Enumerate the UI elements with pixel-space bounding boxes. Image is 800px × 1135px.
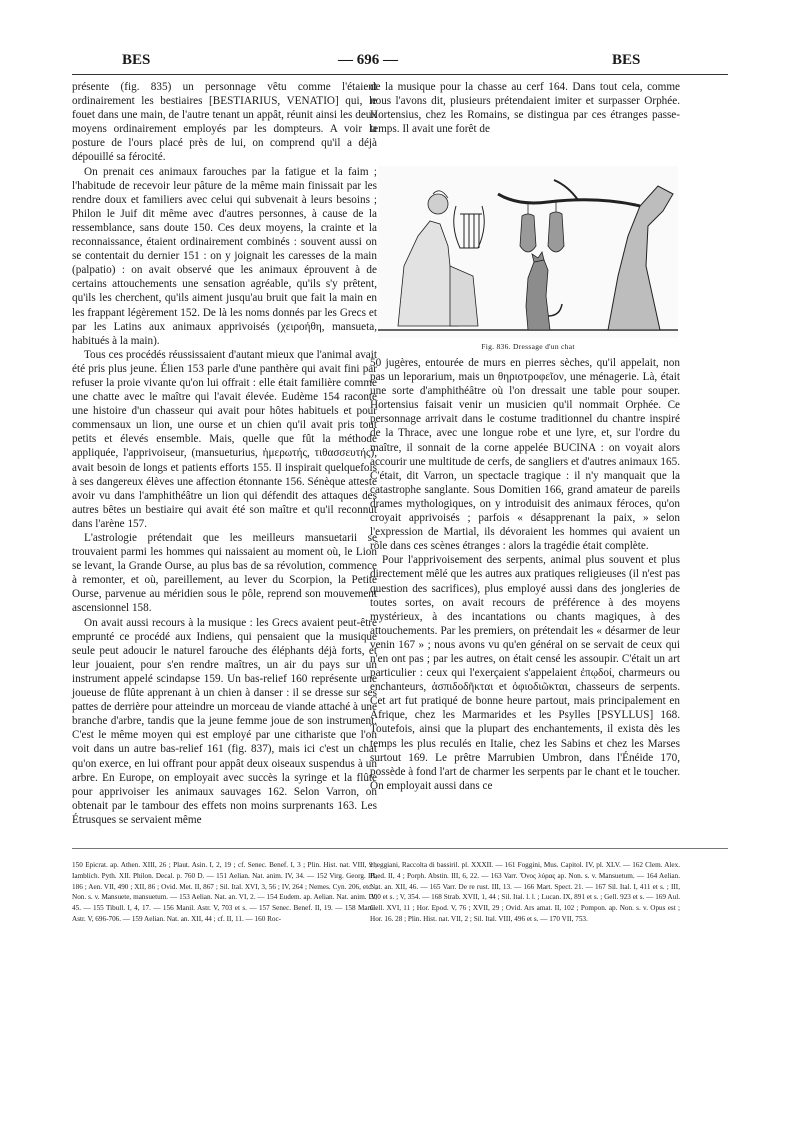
- right-column-top: [370, 80, 680, 136]
- left-column: [72, 80, 377, 827]
- right-column: [370, 356, 680, 793]
- paragraph: présente (fig. 835) un personnage vêtu comme l'étaient ordinairement les bestiaires [BESTIARIUS, VENATIO] qui, le fouet dans une main, de l'autre tenant un appât, réunit ainsi les deux moyens ordinairement employés par les dompteurs. A voir la posture de l'ours placé près de lui, on comprend qu'il a déjà dépouillé sa férocité.: [72, 81, 377, 164]
- footnotes-right: cheggiani, Raccolta di bassiril. pl. XXXII. — 161 Foggini, Mus. Capitol. IV, pl. XLV. — 162 Clem. Alex. Paed. II, 4 ; Porph. Abstin. III, 6, 22. — 163 Varr. Ὄνος λύρας ap. Non. s. v. Mansuetum. — 164 Aelian. Nat. an. XII, 46. — 165 Varr. De re rust. III, 13. — 166 Mart. Spect. 21. — 167 Sil. Ital. I, 411 et s. ; III, 300 et s. ; V, 354. — 168 Strab. XVII, 1, 44 ; Sil. Ital. l. l. ; Lucan. IX, 891 et s. ; Gell. 923 et s. — 169 Aul. Gell. XVI, 11 ; Hor. Epod. V, 76 ; XVII, 29 ; Ovid. Ars amat. II, 102 ; Pompon. ap. Non. s. v. Opus est ; Hor. 16. 28 ; Plin. Hist. nat. VII, 2 ; Sil. Ital. VIII, 496 et s. — 170 VII, 753.: [370, 861, 680, 923]
- footnotes-left: 150 Epicrat. ap. Athen. XIII, 26 ; Plaut. Asin. I, 2, 19 ; cf. Senec. Benef. I, 3 ; Plin. Hist. nat. VIII, 9 ; Iamblich. Pyth. XII. Philon. Decal. p. 760 D. — 151 Aelian. Nat. anim. IV, 34. — 152 Virg. Georg. III, 186 ; Aen. VII, 490 ; XII, 86 ; Ovid. Met. II, 867 ; Sil. Ital. XVI, 3, 56 ; IV, 264 ; Nemes. Cyn. 206, etc. ; Non. s. v. Mansuete, mansuetum. — 153 Aelian. Nat. an. VI, 2. — 154 Eudem. ap. Aelian. Nat. anim. IV, 45. — 155 Tibull. I, 4, 17. — 156 Manil. Astr. V, 703 et s. — 157 Senec. Benef. II, 19. — 158 Manil. Astr. V, 696-706. — 159 Aelian. Nat. an. XII, 44 ; cf. II, 11. — 160 Roc-: [72, 861, 377, 923]
- figure-caption: Fig. 836. Dressage d'un chat: [481, 342, 575, 351]
- paragraph: Pour l'apprivoisement des serpents, animal plus souvent et plus directement mêlé que les autres aux pratiques religieuses (il n'est pas question des sacrifices), plus employé aussi dans des jongleries de toutes sortes, on avait recours de préférence à des moyens mystérieux, à des incantations ou chants magiques, à des attouchements. Par les premiers, on prétendait les « désarmer de leur venin 167 » ; nous avons vu qu'en général on se servait de ceux qui n'en ont pas ; par les autres, on était censé les assoupir. C'était un art particulier : ceux qui l'exerçaient s'appelaient ἐπῳδοί, charmeurs ou enchanteurs, ἀσπιδοδῆκται et ὀφιοδιῶκται, chasseurs de serpents. Cet art fut pratiqué de bonne heure partout, mais principalement en Afrique, chez les Marmarides et les Psylles [PSYLLUS] 168. Toutefois, ainsi que la plupart des enchantements, il exista dès les temps les plus reculés en Italie, chez les Sabins et chez les Marses surtout 169. Le prêtre Marrubien Umbron, dans l'Énéide 170, possède à fond l'art de charmer les serpents par le chant et le toucher. On employait aussi dans ce: [370, 554, 680, 792]
- page-number: — 696 —: [338, 52, 398, 68]
- paragraph: Tous ces procédés réussissaient d'autant mieux que l'animal avait été pris plus jeune. Élien 153 parle d'une panthère qui avait fini par refuser la proie vivante qu'on lui offrait : elle était familière comme une chatte avec le maître qui l'avait élevée. Eudème 154 raconte une histoire d'un chasseur qui avait pour hôtes habituels et pour commensaux un lion, une ourse et un chien qu'il avait pris tout petits et élevés ensemble. Mais, quelle que fût la méthode appliquée, l'apprivoiseur, (mansueturius, ἡμερωτής, τιθασσευτής), avait besoin de longs et patients efforts 155. Il inspirait quelquefois à ses dangereux élèves une affection étonnante 156. Sénèque atteste avoir vu dans l'amphithéâtre un lion qui défendit des attaques des autres bêtes un bestiaire qui avait été son maître et qu'il reconnut dans l'arène 157.: [72, 348, 377, 530]
- paragraph: 50 jugères, entourée de murs en pierres sèches, qu'il appelait, non pas un leporarium, mais un θηριοτροφεῖον, une ménagerie. Là, était une sorte d'amphithéâtre où l'on dressait une table pour souper. Hortensius faisait venir un musicien qu'il nommait Orphée. Ce personnage arrivait dans le costume traditionnel du chantre inspiré de la Thrace, avec une longue robe et une lyre, et, sur l'ordre du maître, il sonnait de la corne appelée BUCINA : on voyait alors accourir une multitude de cerfs, de sangliers et d'autres animaux 165. C'était, dit Varron, un spectacle tragique : il n'y manquait que la catastrophe sanglante. Sous Domitien 166, grand amateur de pareils drames mythologiques, on y introduisit des animaux féroces, qu'on croyait apprivoisés ; parfois « désapprenant la paix, » selon l'expression de Martial, ils dévoraient les hommes qui avaient un rôle dans ces scènes étranges : alors la tragédie était complète.: [370, 357, 680, 553]
- figure-relief-illustration: [378, 166, 678, 338]
- running-header: [0, 52, 800, 76]
- header-left: BES: [122, 52, 151, 68]
- paragraph: On avait aussi recours à la musique : les Grecs avaient peut-être emprunté ce procédé aux Indiens, qui pensaient que la musique seule peut adoucir le naturel farouche des éléphants déjà forts, et leur jouaient, pour s'en rendre maîtres, un air du pays sur un instrument appelé scindapse 159. Un bas-relief 160 représente une joueuse de flûte apprenant à un chien à danser : il se dresse sur ses pattes de derrière pour atteindre un morceau de viande attaché à une branche d'arbre, tandis que la jeune femme joue de son instrument. C'est le même moyen qui est employé par une cithariste que l'on voit dans un autre bas-relief 161 (fig. 837), mais ici c'est un chat qu'on exerce, en lui offrant pour appât deux oiseaux suspendus à un arbre. En Europe, on employait avec succès la syringe et la flûte pour apprivoiser les animaux sauvages 162. Selon Varron, on obtenait par le tambour des effets non moins surprenants 163. Les Étrusques se servaient même: [72, 616, 377, 826]
- paragraph: de la musique pour la chasse au cerf 164. Dans tout cela, comme nous l'avons dit, plusieurs prétendaient imiter et surpasser Orphée. Hortensius, chez les Romains, se distingua par ces étranges passe-temps. Il avait une forêt de: [370, 81, 680, 136]
- paragraph: On prenait ces animaux farouches par la fatigue et la faim ; l'habitude de recevoir leur pâture de la même main finissait par les rendre doux et familiers avec celui qui subvenait à leurs besoins ; Philon le Juif dit même avec d'autres personnes, à cause de la ressemblance, sans doute 150. Ces deux moyens, la crainte et la reconnaissance, étaient ordinairement combinés : souvent aussi on se contentait du dernier 151 : on y joignait les caresses de la main (palpatio) : on avait observé que les animaux éprouvent à de certains attouchements une sensation agréable, qu'ils s'y prêtent, qu'ils les cherchent, qu'ils aiment jusqu'au bruit que fait la main en les frappant légèrement 152. De là les noms donnés par les Grecs et par les Latins aux animaux apprivoisés (χειροήθη, mansueta, habitués à la main).: [72, 165, 377, 347]
- footnote-separator: [72, 848, 728, 849]
- header-right: BES: [612, 52, 641, 68]
- paragraph: L'astrologie prétendait que les meilleurs mansuetarii se trouvaient parmi les hommes qui naissaient au moment où, le Lion se levant, la Grande Ourse, au plus bas de sa révolution, commence à remonter, et où, pareillement, au lever du Scorpion, la Petite Ourse, parvenue au méridien sous le pôle, reprend son mouvement ascensionnel 158.: [72, 532, 377, 615]
- header-rule: [72, 74, 728, 75]
